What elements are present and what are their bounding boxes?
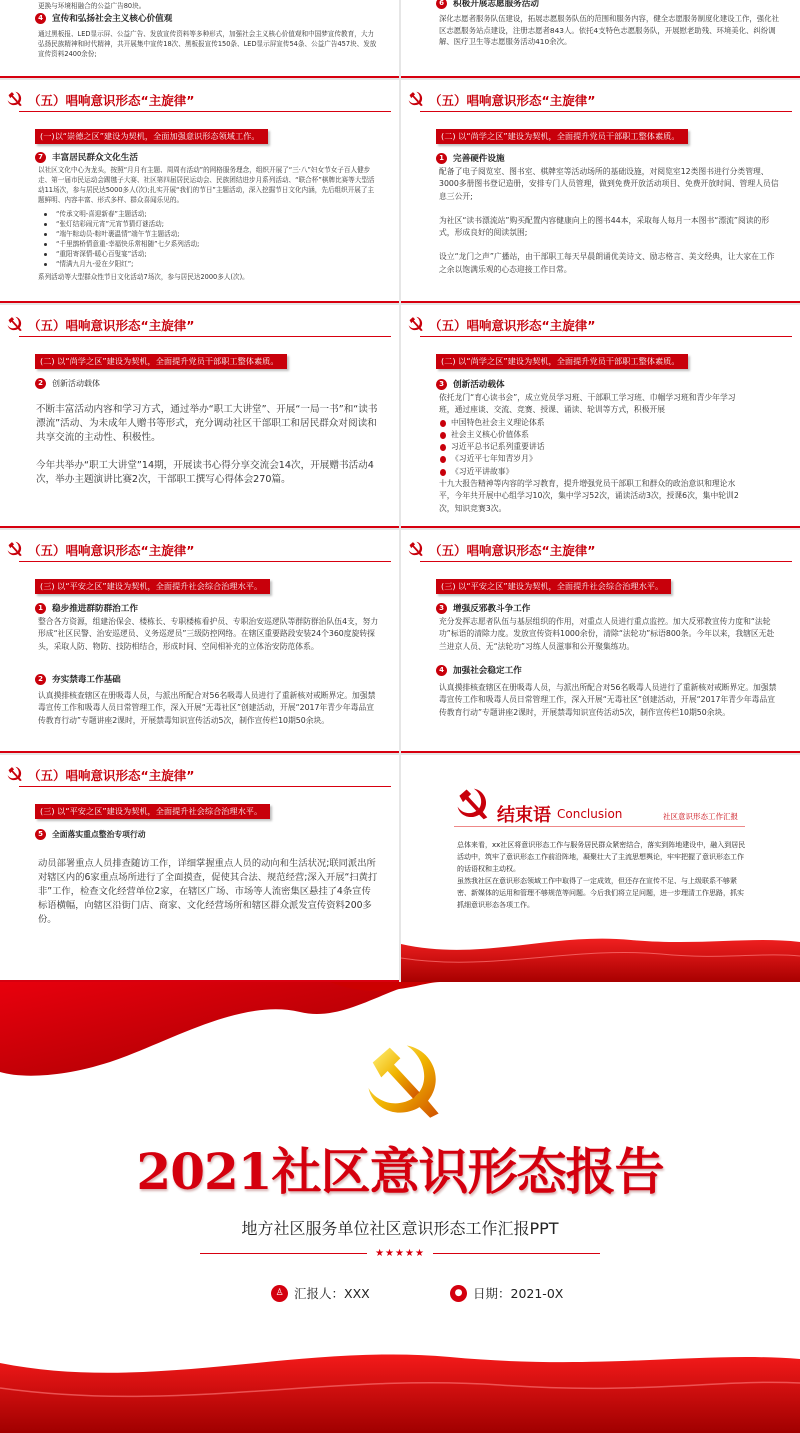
list-item: “情满九月九-爱在夕阳红”; — [44, 259, 379, 269]
item-footer: 系列活动等大型群众性节日文化活动7场次，参与居民达2000多人(次)。 — [38, 273, 249, 281]
list-item: 《习近平讲故事》 — [439, 466, 740, 478]
number-badge: 1 — [436, 153, 447, 164]
item-text: 充分发挥志愿者队伍与基层组织的作用，对重点人员进行重点监控。加大反邪教宣传力度和“法轮功”标语的清除力度。发放宣传资料1000余份，清除“法轮功”标语800条。今年以来，我辖区无赴兰进京人员、无“法轮功”习练人员滋事和公开聚集练功。 — [439, 617, 775, 651]
party-emblem-icon — [6, 315, 23, 332]
reporter-info — [271, 1284, 370, 1302]
list-item: “千里鹊桥情意重-幸福快乐常相随”七夕系列活动; — [44, 239, 379, 249]
number-badge: 5 — [35, 829, 46, 840]
stars-icon: ★★★★★ — [375, 1248, 425, 1259]
list-item: “端午粽动员-粽叶裹温情”端午节主题活动; — [44, 229, 379, 239]
slide-conclusion — [401, 755, 800, 982]
slide-facilities — [401, 80, 800, 303]
item-heading — [436, 152, 505, 164]
paragraph: 总体来看，xx社区将意识形态工作与服务居民群众紧密结合，落实到阵地建设中，融入到居民活动中，筑牢了意识形态工作前沿阵地，凝聚壮大了主流思想舆论，牢牢把握了意识形态工作的话语权和主动权。 — [457, 841, 746, 873]
section-banner: (二) 以“尚学之区”建设为契机，全面提升党员干部职工整体素质。 — [436, 354, 688, 369]
slide-title: （五）唱响意识形态“主旋律” — [28, 768, 195, 783]
number-badge: 6 — [436, 0, 447, 9]
slide-activities — [0, 305, 399, 528]
section-banner: (二) 以“尚学之区”建设为契机，全面提升党员干部职工整体素质。 — [436, 129, 688, 144]
slide-partial-left — [0, 0, 399, 78]
party-emblem-icon — [6, 540, 23, 557]
party-emblem-icon — [407, 540, 424, 557]
list-item: 习近平总书记系列重要讲话 — [439, 441, 740, 453]
number-badge: 7 — [35, 152, 46, 163]
list-item: 社会主义核心价值体系 — [439, 429, 740, 441]
item-title: 宣传和弘扬社会主义核心价值观 — [52, 14, 173, 24]
number-badge: 2 — [35, 378, 46, 389]
item-text: 整合各方资源，组建治保会、楼栋长、专职楼栋看护员、专职治安巡逻队等群防群治队伍4支，努力形成“社区民警、治安巡逻员、义务巡逻员”三级防控网络。在辖区重要路段安装24个360度旋转探头，采取人防、物防、技防相结合，形成时间、空间相补充的立体治安防范体系。 — [38, 617, 379, 651]
list-item: 中国特色社会主义理论体系 — [439, 417, 740, 429]
item-text: 以社区文化中心为龙头，按照“月月有主题、周周有活动”的网格服务理念，组织开展了“三·八”妇女节女子百人健步走、第一届市民运动会踢毽子大赛、社区第四届居民运动会、民族团结进步月系列活动、“联合杯”棋牌比赛等大型活动11场次，参与居民达5000多人(次);扎实开展“我们的节日”主题活动，深入挖掘节日文化内涵，先后组织开展了主题鲜明、内容丰富、形式多样、群众喜闻乐见的。 — [38, 166, 375, 204]
party-emblem-icon — [360, 1037, 445, 1122]
paragraph: 设立“龙门之声”广播站，由干部职工每天早晨朗诵优美诗文、励志格言、美文经典，让大家在工作之余以饱满乐观的心态迎接工作日常。 — [439, 252, 775, 274]
list-item: “重阳寄深情-暖心百叟宴”活动; — [44, 249, 379, 259]
paragraph: 虽然我社区在意识形态领域工作中取得了一定成效，但还存在宣传不足、与上级联系不够紧密、新媒体的运用和管理不够规范等问题。今后我们将立足问题，进一步理清工作思路，抓实抓细意识形态各项工作。 — [457, 877, 744, 909]
party-emblem-icon — [407, 90, 424, 107]
paragraph: 为社区“读书漂流站”购买配置内容健康向上的图书44本，采取每人每月一本图书“漂流”阅读的形式，形成良好的阅读氛围; — [439, 215, 770, 238]
section-banner: (二) 以“尚学之区”建设为契机，全面提升党员干部职工整体素质。 — [35, 354, 287, 369]
section-banner: (一)以“崇德之区”建设为契机，全面加强意识形态领域工作。 — [35, 129, 268, 144]
microphone-icon: ● — [450, 1285, 467, 1302]
list-item: “张灯结彩闹元宵”元宵节猜灯谜活动; — [44, 219, 379, 229]
item-body — [36, 403, 379, 487]
star-divider — [200, 1248, 600, 1259]
list-item: “传承文明-喜迎新春”主题活动; — [44, 209, 379, 219]
item-title: 增强反邪教斗争工作 — [453, 604, 531, 614]
slide-title: （五）唱响意识形态“主旋律” — [429, 93, 596, 108]
item-title: 稳步推进群防群治工作 — [52, 604, 138, 614]
item-text: 认真摸排核查辖区在册吸毒人员，与派出所配合对56名吸毒人员进行了重新核对戒断界定。加强禁毒宣传工作和吸毒人员日常管理工作，深入开展“无毒社区”创建活动，开展“2017年青少年毒品宣传教育行动”专题讲座2课时，开展禁毒知识宣传活动5次，制作宣传栏10期50余块。 — [439, 683, 777, 717]
slide-study — [401, 305, 800, 528]
item-body — [439, 166, 780, 276]
item-text: 深化志愿者服务队伍建设，拓展志愿服务队伍的范围和服务内容，健全志愿服务制度化建设工作，强化社区志愿服务站点建设，注册志愿者843人。依托4支特色志愿服务队，开展慰老助残、环境美化、纠纷调解、医疗卫生等志愿服务活动410余次。 — [439, 14, 779, 46]
item-title: 积极开展志愿服务活动 — [453, 0, 539, 9]
date-info — [450, 1284, 563, 1302]
slide-title: （五）唱响意识形态“主旋律” — [28, 318, 195, 333]
slide-title: （五）唱响意识形态“主旋律” — [429, 543, 596, 558]
cover-slide — [0, 982, 800, 1433]
slide-culture — [0, 80, 399, 303]
section-banner: (三) 以“平安之区”建设为契机，全面提升社会综合治理水平。 — [35, 804, 270, 819]
item-text: 认真摸排核查辖区在册吸毒人员，与派出所配合对56名吸毒人员进行了重新核对戒断界定。加强禁毒宣传工作和吸毒人员日常管理工作，深入开展“无毒社区”创建活动，开展“2017年青少年毒品宣传教育行动”专题讲座2课时，开展禁毒知识宣传活动5次，制作宣传栏10期50余块。 — [38, 691, 376, 725]
party-emblem-icon — [6, 765, 23, 782]
item-text: 通过黑板报、LED显示屏、公益广告、发放宣传资料等多种形式，加强社会主义核心价值观和中国梦宣传教育，大力弘扬民族精神和时代精神，共开展集中宣传18次、黑板报宣传150条、LED显示屏宣传54条、公益广告457块、发放宣传资料2400余份; — [38, 30, 377, 58]
person-icon: ♙ — [271, 1285, 288, 1302]
item-title: 加强社会稳定工作 — [453, 666, 522, 676]
slide-safety-1 — [0, 530, 399, 753]
paragraph: 依托龙门“育心读书会”，成立党员学习班、干部职工学习班、巾帼学习班和青少年学习班，通过座谈、交流、竞赛、授课、诵读、轮训等方式，积极开展 — [439, 393, 736, 415]
item-title: 创新活动载体 — [52, 379, 100, 388]
activity-list — [38, 209, 379, 269]
cover-subtitle: 地方社区服务单位社区意识形态工作汇报PPT — [241, 1219, 559, 1238]
section-banner: (三) 以“平安之区”建设为契机，全面提升社会综合治理水平。 — [436, 579, 671, 594]
cut-text: 更换与环境相融合的公益广告80块。 — [38, 2, 146, 10]
number-badge: 4 — [436, 665, 447, 676]
slide-title: （五）唱响意识形态“主旋律” — [28, 543, 195, 558]
item-title: 创新活动载体 — [453, 380, 505, 390]
number-badge: 3 — [436, 603, 447, 614]
item-text: 动员部署重点人员排查随访工作，详细掌握重点人员的动向和生活状况;联同派出所对辖区内的6家重点场所进行了全面摸查，促使其合法、规范经营;深入开展“扫黄打非”工作，检查文化经营单位2家，在辖区广场、市场等人流密集区悬挂了4条宣传标语横幅，向辖区沿街门店、商家、文化经营场所和辖区群众派发宣传资料200多份。 — [38, 858, 378, 925]
conclusion-title-en: Conclusion — [557, 807, 623, 821]
paragraph: 今年共举办“职工大讲堂”14期，开展读书心得分享交流会14次，开展赠书活动4次，举办主题演讲比赛2次，干部职工撰写心得体会270篇。 — [36, 460, 374, 485]
slide-safety-2 — [401, 530, 800, 753]
party-emblem-icon — [407, 315, 424, 332]
item-title: 丰富居民群众文化生活 — [52, 153, 138, 163]
item-heading — [35, 378, 100, 389]
paragraph: 不断丰富活动内容和学习方式，通过举办“职工大讲堂”、开展“一局一书”和“读书漂流”活动、为未成年人赠书等形式，充分调动社区干部职工和居民群众对阅读和共享交流的主动性、积极性。 — [36, 404, 378, 443]
slide-title: （五）唱响意识形态“主旋律” — [28, 93, 195, 108]
item-title: 夯实禁毒工作基础 — [52, 675, 121, 685]
item-title: 全面落实重点整治专项行动 — [52, 830, 146, 839]
reporter-label: 汇报人：XXX — [294, 1286, 370, 1301]
slide-partial-right — [401, 0, 800, 78]
number-badge: 3 — [436, 379, 447, 390]
slide-title: （五）唱响意识形态“主旋律” — [429, 318, 596, 333]
item-heading — [35, 12, 172, 24]
red-ribbon-decoration — [401, 932, 800, 982]
red-ribbon-bottom-decoration — [0, 1343, 800, 1433]
item-heading — [35, 151, 138, 163]
study-list — [439, 417, 740, 478]
item-heading — [35, 673, 121, 685]
item-title: 完善硬件设施 — [453, 154, 505, 164]
slide-rectification — [0, 755, 399, 982]
conclusion-title: 结束语 — [497, 805, 551, 826]
cover-title: 2021社区意识形态报告 — [136, 1142, 664, 1201]
item-heading — [436, 602, 530, 614]
party-emblem-icon — [6, 90, 23, 107]
paragraph: 十九大报告精神等内容的学习教育，提升增强党员干部职工和群众的政治意识和理论水平，今年共开展中心组学习10次，集中学习52次，诵读活动3次，授课6次，集中轮训2次，知识竞赛3次。 — [439, 479, 739, 513]
conclusion-tag: 社区意识形态工作汇报 — [663, 812, 738, 821]
date-label: 日期：2021-0X — [473, 1286, 564, 1301]
item-heading — [436, 664, 522, 676]
item-body — [38, 165, 379, 282]
paragraph: 配备了电子阅览室、图书室、棋牌室等活动场所的基础设施，对阅览室12类图书进行分类管理、3000多册图书登记造册，安排专门人员管理，做到免费开放活动项目、免费开放时间、管理人员信息三公开; — [439, 167, 779, 201]
item-heading — [35, 829, 146, 840]
number-badge: 1 — [35, 603, 46, 614]
number-badge: 2 — [35, 674, 46, 685]
section-banner: (三) 以“平安之区”建设为契机，全面提升社会综合治理水平。 — [35, 579, 270, 594]
item-heading — [436, 378, 505, 390]
item-body — [439, 392, 740, 515]
number-badge: 4 — [35, 13, 46, 24]
item-heading — [436, 0, 539, 9]
party-emblem-icon — [453, 785, 491, 821]
item-heading — [35, 602, 138, 614]
conclusion-body — [457, 839, 748, 911]
list-item: 《习近平七年知青岁月》 — [439, 453, 740, 465]
